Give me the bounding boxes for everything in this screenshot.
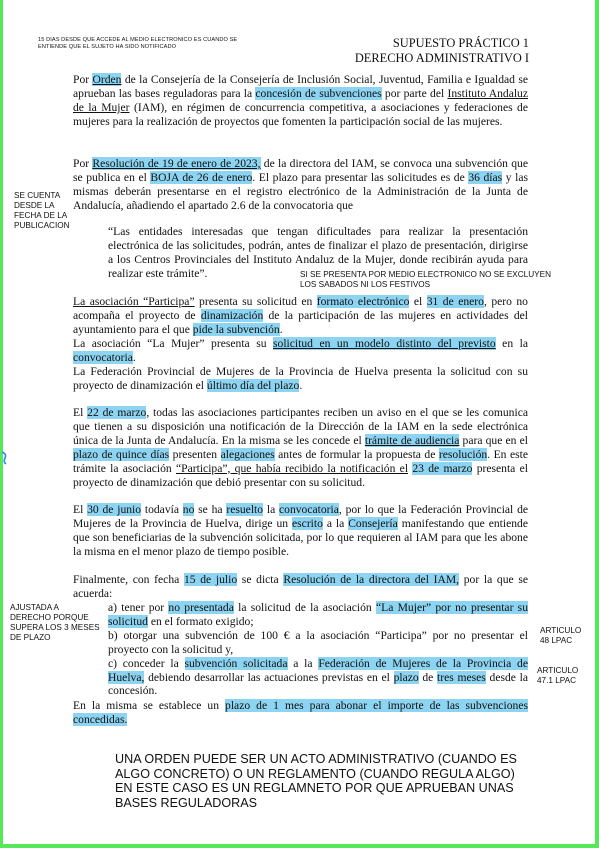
paragraph-3: La asociación “Participa” presenta su solicitud en formato electrónico el 31 de enero, pero no acompaña el proyecto de dinamización de la participación de las mujeres en actividades del ayuntamiento para el que pide la subvención. [73, 295, 528, 336]
bottom-handwritten-note: UNA ORDEN PUEDE SER UN ACTO ADMINISTRATIVO (CUANDO ES ALGO CONCRETO) O UN REGLAMENTO (CUANDO REGULA ALGO) EN ESTE CASO ES UN REGLAMNETO POR QUE APRUEBAN UNAS BASES REGULADORAS [115, 752, 517, 810]
quoted-article: “Las entidades interesadas que tengan dificultades para realizar la presentación electrónica de las solicitudes, podrán, antes de finalizar el plazo de presentación, dirigirse a los Centros Provinciales del Instituto Andaluz de la Mujer, donde recibirán ayuda para realizar este trámite”. [108, 225, 528, 280]
paragraph-9: En la misma se establece un plazo de 1 mes para abonar el importe de las subvenciones concedidas. [73, 699, 528, 726]
list-item-a: a) tener por no presentada la solicitud de la asociación “La Mujer” por no presentar su solicitud en el formato exigido; [108, 601, 528, 628]
list-item-c: c) conceder la subvención solicitada a la Federación de Mujeres de la Provincia de Huelva, debiendo desarrollar las actuaciones previstas en el plazo de tres meses desde la concesión. [108, 656, 529, 698]
note-articulo-47: ARTICULO 47.1 LPAC [537, 666, 579, 685]
bottom-edge-mark [0, 844, 599, 848]
paragraph-2: Por Resolución de 19 de enero de 2023, de la directora del IAM, se convoca una subvención que se publica en el BOJA de 26 de enero. El plazo para presentar las solicitudes es de 36 días y las mismas deberán presentarse en el registro electrónico de la Administración de la Junta de Andalucía, añadiendo el apartado 2.6 de la convocatoria que [73, 157, 529, 212]
top-handwritten-note: 15 DIAS DESDE QUE ACCEDE AL MEDIO ELECTRONICO ES CUANDO SE ENTIENDE QUE EL SUJETO HA SIDO NOTIFICADO [38, 37, 238, 50]
note-ajustada-derecho: AJUSTADA A DERECHO PORQUE SUPERA LOS 3 MESES DE PLAZO [10, 603, 100, 642]
note-articulo-48: ARTICULO 48 LPAC [540, 626, 582, 645]
document-header [355, 36, 529, 66]
resolution-list [108, 601, 528, 698]
paragraph-6: El 22 de marzo, todas las asociaciones participantes reciben un aviso en el que se les comunica que tienen a su disposición una notificación de la Dirección de la IAM en la sede electrónica única de la Junta de Andalucía. En la misma se les concede el trámite de audiencia para que en el plazo de quince días presenten alegaciones antes de formular la propuesta de resolución. En este trámite la asociación “Participa”, que había recibido la notificación el 23 de marzo presenta el proyecto de dinamización que debió presentar con su solicitud. [73, 406, 528, 489]
paragraph-4: La asociación “La Mujer” presenta su solicitud en un modelo distinto del previsto en la convocatoria. [73, 337, 528, 364]
paragraph-1: Por Orden de la Consejería de la Consejería de Inclusión Social, Juventud, Familia e Igualdad se aprueban las bases reguladoras para la concesión de subvenciones por parte del Instituto Andaluz de la Mujer (IAM), en régimen de concurrencia competitiva, a asociaciones y federaciones de mujeres para la realización de proyectos que fomenten la participación social de las mujeres. [73, 73, 529, 128]
left-edge-mark [0, 0, 3, 848]
paragraph-7: El 30 de junio todavía no se ha resuelto la convocatoria, por lo que la Federación Provincial de Mujeres de la Provincia de Huelva, dirige un escrito a la Consejería manifestando que entiende que son beneficiarias de la subvención solicitada, por lo que requieren al IAM para que les abone la misma en el menor plazo de tiempo posible. [73, 503, 529, 558]
note-cuenta-publicacion: SE CUENTA DESDE LA FECHA DE LA PUBLICACION [14, 191, 70, 230]
paragraph-8: Finalmente, con fecha 15 de julio se dicta Resolución de la directora del IAM, por la que se acuerda: [73, 573, 528, 600]
pen-tick-mark [0, 450, 10, 466]
header-title: SUPUESTO PRÁCTICO 1 [392, 36, 529, 50]
right-edge-mark [595, 0, 599, 848]
paragraph-5: La Federación Provincial de Mujeres de la Provincia de Huelva presenta la solicitud con su proyecto de dinamización el último día del plazo. [73, 365, 528, 392]
note-medio-electronico: SI SE PRESENTA POR MEDIO ELECTRONICO NO SE EXCLUYEN LOS SABADOS NI LOS FESTIVOS [300, 270, 551, 289]
header-subtitle: DERECHO ADMINISTRATIVO I [354, 51, 529, 65]
list-item-b: b) otorgar una subvención de 100 € a la asociación “Participa” por no presentar el proyecto con la solicitud y, [108, 628, 528, 656]
